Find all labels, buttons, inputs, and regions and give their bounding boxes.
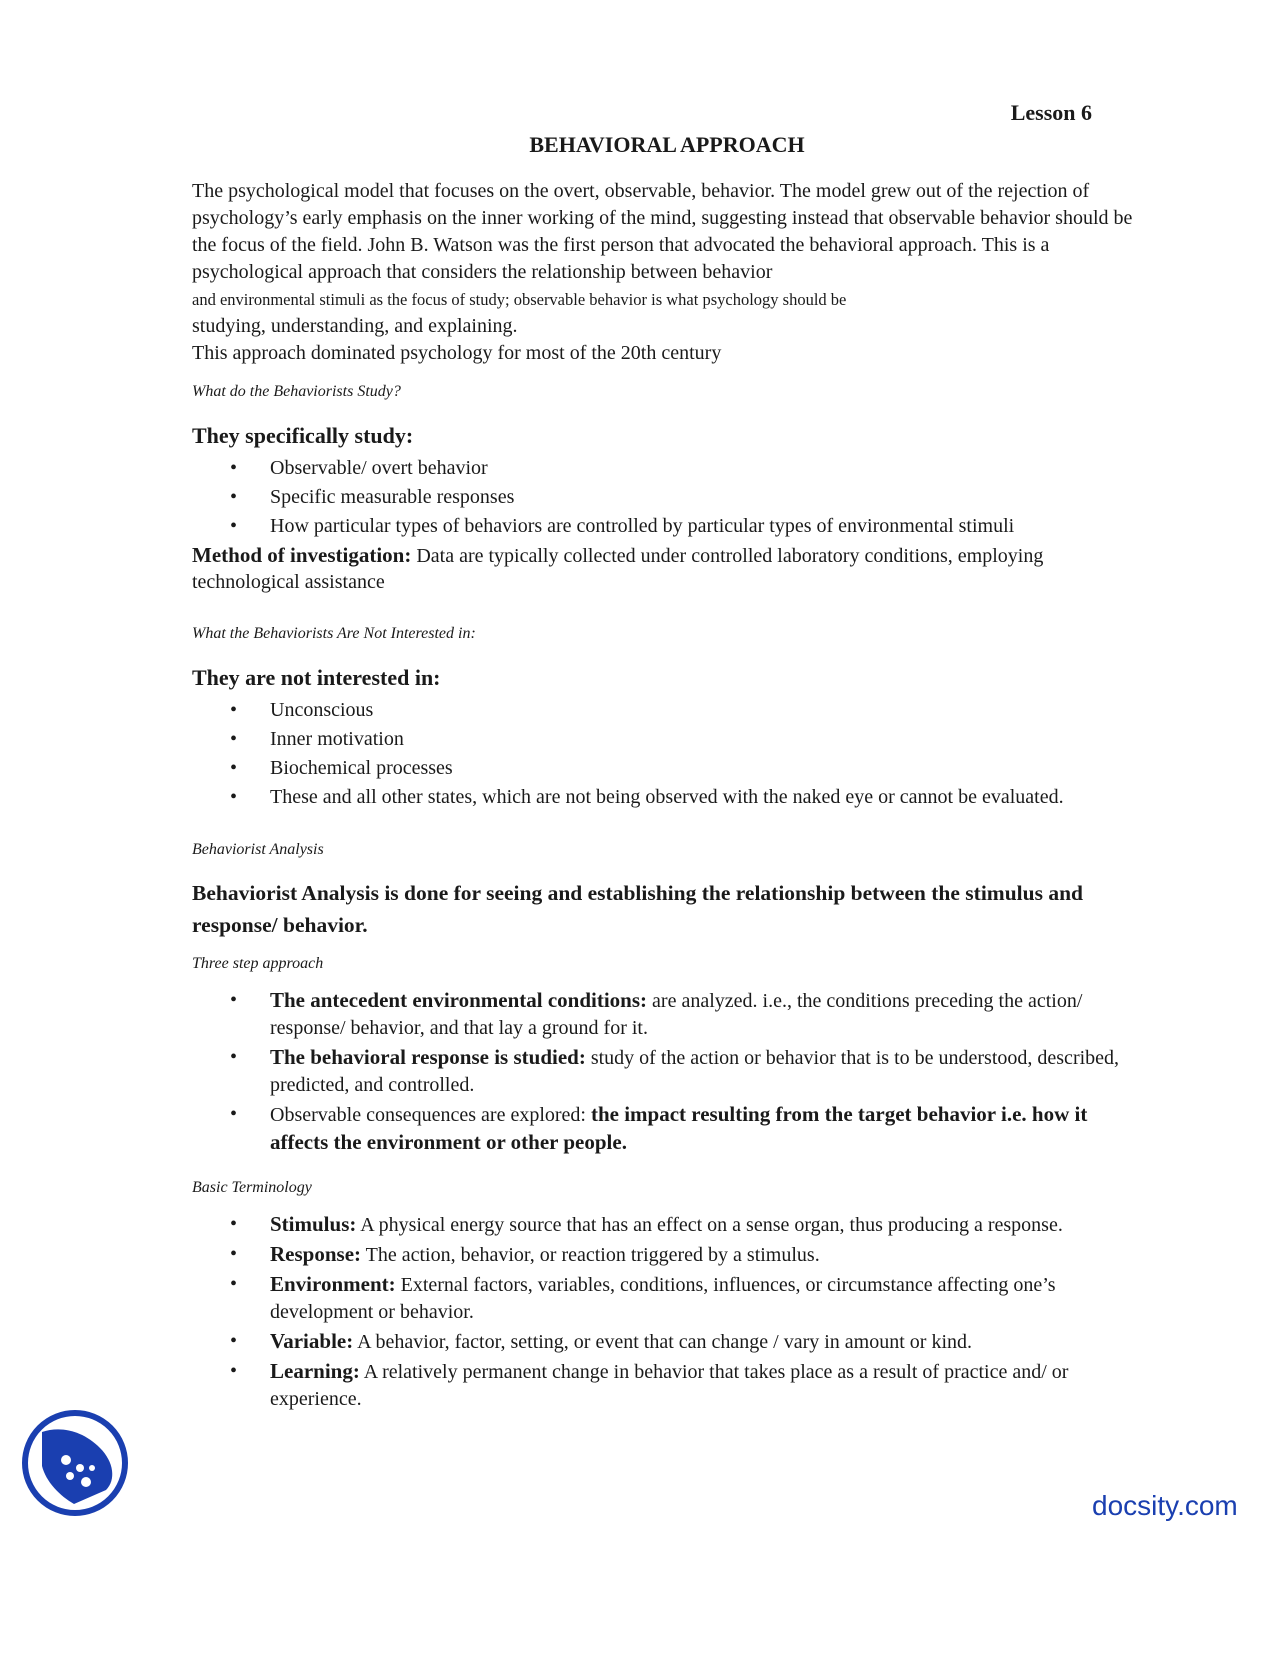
bullet-icon: • [230,1213,238,1235]
bullet-icon: • [230,786,238,808]
list-item [230,1358,1142,1413]
study-list [192,455,1142,540]
list-item [230,755,1142,782]
step-label: The behavioral response is studied: [270,1045,586,1069]
list-item [230,1211,1142,1239]
bullet-icon: • [230,486,238,508]
term-label: Learning: [270,1359,360,1383]
term-definition: A relatively permanent change in behavior that takes place as a result of practice and/ or experience. [270,1361,1069,1410]
method-paragraph [192,542,1142,595]
bullet-icon: • [230,457,238,479]
three-step-list [192,987,1142,1157]
list-item-text: How particular types of behaviors are controlled by particular types of environmental stimuli [270,515,1015,537]
term-definition: A physical energy source that has an effect on a sense organ, thus producing a response. [356,1214,1063,1236]
list-item [230,1241,1142,1269]
intro-end-text: studying, understanding, and explaining. [192,315,518,337]
lesson-number: Lesson 6 [1010,100,1092,125]
bullet-icon: • [230,1273,238,1295]
terminology-subhead: Basic Terminology [192,1179,312,1196]
bullet-icon: • [230,728,238,750]
method-label: Method of investigation: [192,543,412,567]
bullet-icon: • [230,1330,238,1352]
analysis-statement: Behaviorist Analysis is done for seeing and establishing the relationship between the stimulus and response/ behavior. [192,881,1083,937]
bullet-icon: • [230,1243,238,1265]
term-label: Stimulus: [270,1212,357,1236]
method-text: Data are typically collected under controlled laboratory conditions, employing technological assistance [192,545,1044,593]
list-item [230,1101,1142,1157]
term-definition: The action, behavior, or reaction triggered by a stimulus. [361,1244,820,1266]
list-item-text: Unconscious [270,699,374,721]
list-item [230,455,1142,482]
bullet-icon: • [230,1103,238,1125]
step-text: study of the action or behavior that is to be understood, described, predicted, and controlled. [270,1047,1120,1096]
bullet-icon: • [230,1360,238,1382]
not-interested-heading: They are not interested in: [192,665,441,690]
list-item-text: Observable/ overt behavior [270,457,488,479]
step-label: the impact resulting from the target behavior i.e. how it affects the environment or other people. [270,1102,1088,1154]
term-label: Response: [270,1242,362,1266]
intro-second-text: This approach dominated psychology for most of the 20th century [192,342,722,364]
list-item [230,513,1142,540]
not-interested-list [192,697,1142,811]
list-item-text: Biochemical processes [270,757,453,779]
list-item [230,1328,1142,1356]
page-title: BEHAVIORAL APPROACH [529,132,805,157]
list-item [230,987,1142,1042]
intro-text: The psychological model that focuses on the overt, observable, behavior. The model grew out of the rejection of psychology’s early emphasis on the inner working of the mind, suggesting instead that observable behavior should be the focus of the field. John B. Watson was the first person that advocated the behavioral approach. This is a psychological approach that considers the relationship between behavior [192,180,1133,283]
list-item [230,1271,1142,1326]
step-text: are analyzed. i.e., the conditions preceding the action/ response/ behavior, and that lay a ground for it. [270,990,1083,1039]
list-item [230,726,1142,753]
docsity-brand-link[interactable]: docsity.com [1092,1490,1238,1521]
bullet-icon: • [230,757,238,779]
three-step-subhead: Three step approach [192,955,324,972]
analysis-subhead: Behaviorist Analysis [192,841,324,858]
list-item [230,484,1142,511]
term-definition: A behavior, factor, setting, or event that can change / vary in amount or kind. [353,1331,973,1353]
intro-small-text: and environmental stimuli as the focus of study; observable behavior is what psychology should be [192,290,847,309]
not-interested-subhead: What the Behaviorists Are Not Interested in: [192,625,476,642]
step-text: Observable consequences are explored: [270,1104,591,1126]
list-item-text: Inner motivation [270,728,404,750]
docsity-logo-icon[interactable] [20,1408,130,1518]
list-item [230,1044,1142,1099]
document-content [192,100,1142,1415]
intro-paragraph [192,178,1142,367]
bullet-icon: • [230,699,238,721]
step-label: The antecedent environmental conditions: [270,988,648,1012]
list-item [230,697,1142,724]
bullet-icon: • [230,515,238,537]
term-label: Variable: [270,1329,354,1353]
bullet-icon: • [230,1046,238,1068]
bullet-icon: • [230,989,238,1011]
study-subhead: What do the Behaviorists Study? [192,383,401,400]
term-label: Environment: [270,1272,396,1296]
terminology-list [192,1211,1142,1413]
term-definition: External factors, variables, conditions, influences, or circumstance affecting one’s development or behavior. [270,1274,1056,1323]
study-heading: They specifically study: [192,423,414,448]
list-item-text: These and all other states, which are not being observed with the naked eye or cannot be evaluated. [270,786,1064,808]
list-item-text: Specific measurable responses [270,486,515,508]
list-item [230,784,1142,811]
